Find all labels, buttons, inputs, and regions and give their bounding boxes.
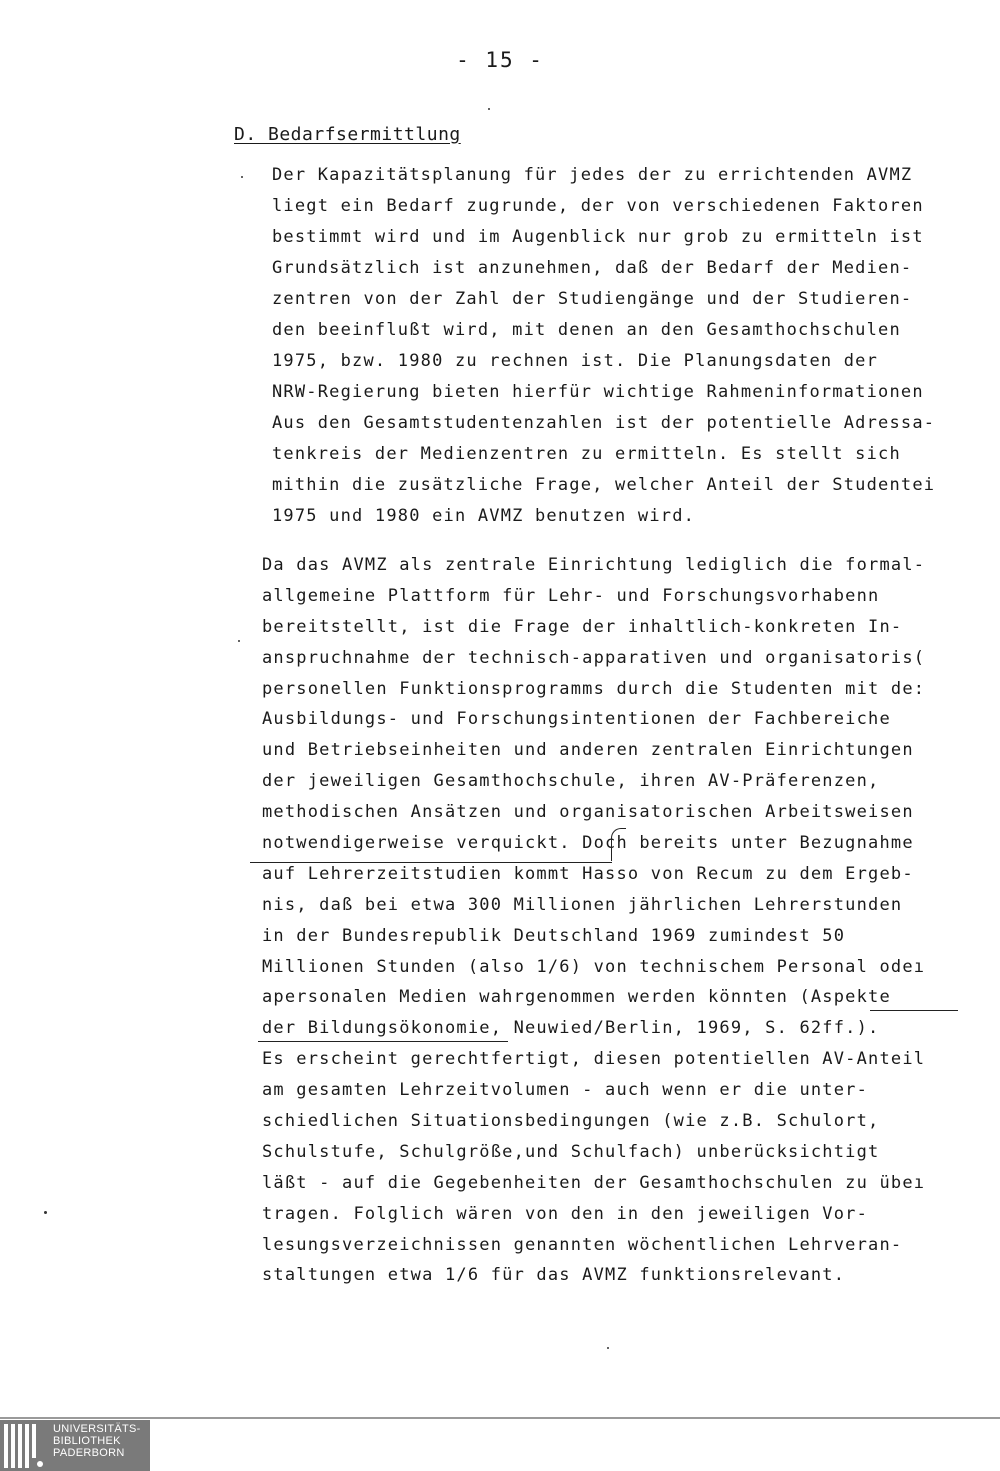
text-line: allgemeine Plattform für Lehr- und Forschungsvorhabenn	[262, 585, 880, 606]
text-line: auf Lehrerzeitstudien kommt Hasso von Recum zu dem Ergeb-	[262, 863, 914, 884]
library-name-line: UNIVERSITÄTS-	[53, 1423, 141, 1435]
text-line: Der Kapazitätsplanung für jedes der zu errichtenden AVMZ	[272, 165, 913, 185]
paragraph-capacity-planning	[272, 160, 1000, 532]
paragraph-avmz-platform	[262, 550, 1000, 1291]
text-line: bereitstellt, ist die Frage der inhaltlich-konkreten In-	[262, 616, 903, 637]
text-line: mithin die zusätzliche Frage, welcher Anteil der Studentei	[272, 475, 936, 495]
section-heading: D. Bedarfsermittlung	[234, 124, 461, 145]
text-line: tenkreis der Medienzentren zu ermitteln. Es stellt sich	[272, 444, 901, 464]
text-line: anspruchnahme der technisch-apparativen und organisatoris(	[262, 647, 926, 668]
handwritten-strike-line	[250, 862, 612, 863]
text-line: NRW-Regierung bieten hierfür wichtige Rahmeninformationen	[272, 382, 924, 402]
text-line: Grundsätzlich ist anzunehmen, daß der Bedarf der Medien-	[272, 258, 913, 278]
scan-speck	[241, 176, 243, 178]
library-logo	[0, 1420, 150, 1471]
text-line: notwendigerweise verquickt. Doch bereits unter Bezugnahme	[262, 833, 914, 854]
text-line: zentren von der Zahl der Studiengänge und der Studieren-	[272, 289, 913, 309]
library-name-line: BIBLIOTHEK	[53, 1435, 121, 1447]
library-logo-text	[53, 1423, 141, 1459]
citation-underline-bildungsoekonomie	[258, 1041, 508, 1042]
text-line: Schulstufe, Schulgröße,und Schulfach) unberücksichtigt	[262, 1141, 880, 1162]
text-line: 1975, bzw. 1980 zu rechnen ist. Die Planungsdaten der	[272, 351, 879, 371]
text-line: läßt - auf die Gegebenheiten der Gesamthochschulen zu übeı	[262, 1172, 926, 1193]
handwritten-bracket-mark	[611, 828, 626, 861]
text-line: tragen. Folglich wären von den in den jeweiligen Vor-	[262, 1203, 869, 1224]
library-name-line: PADERBORN	[53, 1447, 125, 1459]
text-line: bestimmt wird und im Augenblick nur grob zu ermitteln ist	[272, 227, 924, 247]
text-line: Es erscheint gerechtfertigt, diesen potentiellen AV-Anteil	[262, 1049, 926, 1070]
scan-speck	[238, 640, 240, 642]
text-line: staltungen etwa 1/6 für das AVMZ funktionsrelevant.	[262, 1265, 846, 1286]
footer-rule	[0, 1417, 1000, 1419]
page-number: - 15 -	[456, 48, 544, 72]
text-line: der jeweiligen Gesamthochschule, ihren AV-Präferenzen,	[262, 771, 880, 792]
text-line: in der Bundesrepublik Deutschland 1969 zumindest 50	[262, 925, 846, 946]
text-line: Aus den Gesamtstudentenzahlen ist der potentielle Adressa-	[272, 413, 936, 433]
scan-speck	[488, 108, 490, 110]
text-line: und Betriebseinheiten und anderen zentralen Einrichtungen	[262, 740, 914, 761]
text-line: nis, daß bei etwa 300 Millionen jährlichen Lehrerstunden	[262, 894, 903, 915]
text-line: lesungsverzeichnissen genannten wöchentlichen Lehrveran-	[262, 1234, 903, 1255]
text-line: Da das AVMZ als zentrale Einrichtung lediglich die formal-	[262, 555, 926, 575]
library-logo-icon	[4, 1424, 44, 1468]
text-line: Ausbildungs- und Forschungsintentionen der Fachbereiche	[262, 709, 891, 730]
text-line: der Bildungsökonomie, Neuwied/Berlin, 1969, S. 62ff.).	[262, 1018, 880, 1039]
text-line: apersonalen Medien wahrgenommen werden könnten (Aspekte	[262, 987, 891, 1008]
text-line: schiedlichen Situationsbedingungen (wie z.B. Schulort,	[262, 1111, 880, 1132]
text-line: den beeinflußt wird, mit denen an den Gesamthochschulen	[272, 320, 901, 340]
scan-speck	[44, 1211, 47, 1214]
text-line: Millionen Stunden (also 1/6) von technischem Personal odeı	[262, 956, 926, 977]
text-line: am gesamten Lehrzeitvolumen - auch wenn er die unter-	[262, 1080, 869, 1101]
text-line: methodischen Ansätzen und organisatorischen Arbeitsweisen	[262, 802, 914, 823]
text-line: 1975 und 1980 ein AVMZ benutzen wird.	[272, 506, 696, 526]
citation-underline-aspekte	[870, 1010, 958, 1011]
text-line: personellen Funktionsprogramms durch die Studenten mit de:	[262, 678, 926, 699]
text-line: liegt ein Bedarf zugrunde, der von verschiedenen Faktoren	[272, 196, 924, 216]
scan-speck	[607, 1347, 609, 1349]
